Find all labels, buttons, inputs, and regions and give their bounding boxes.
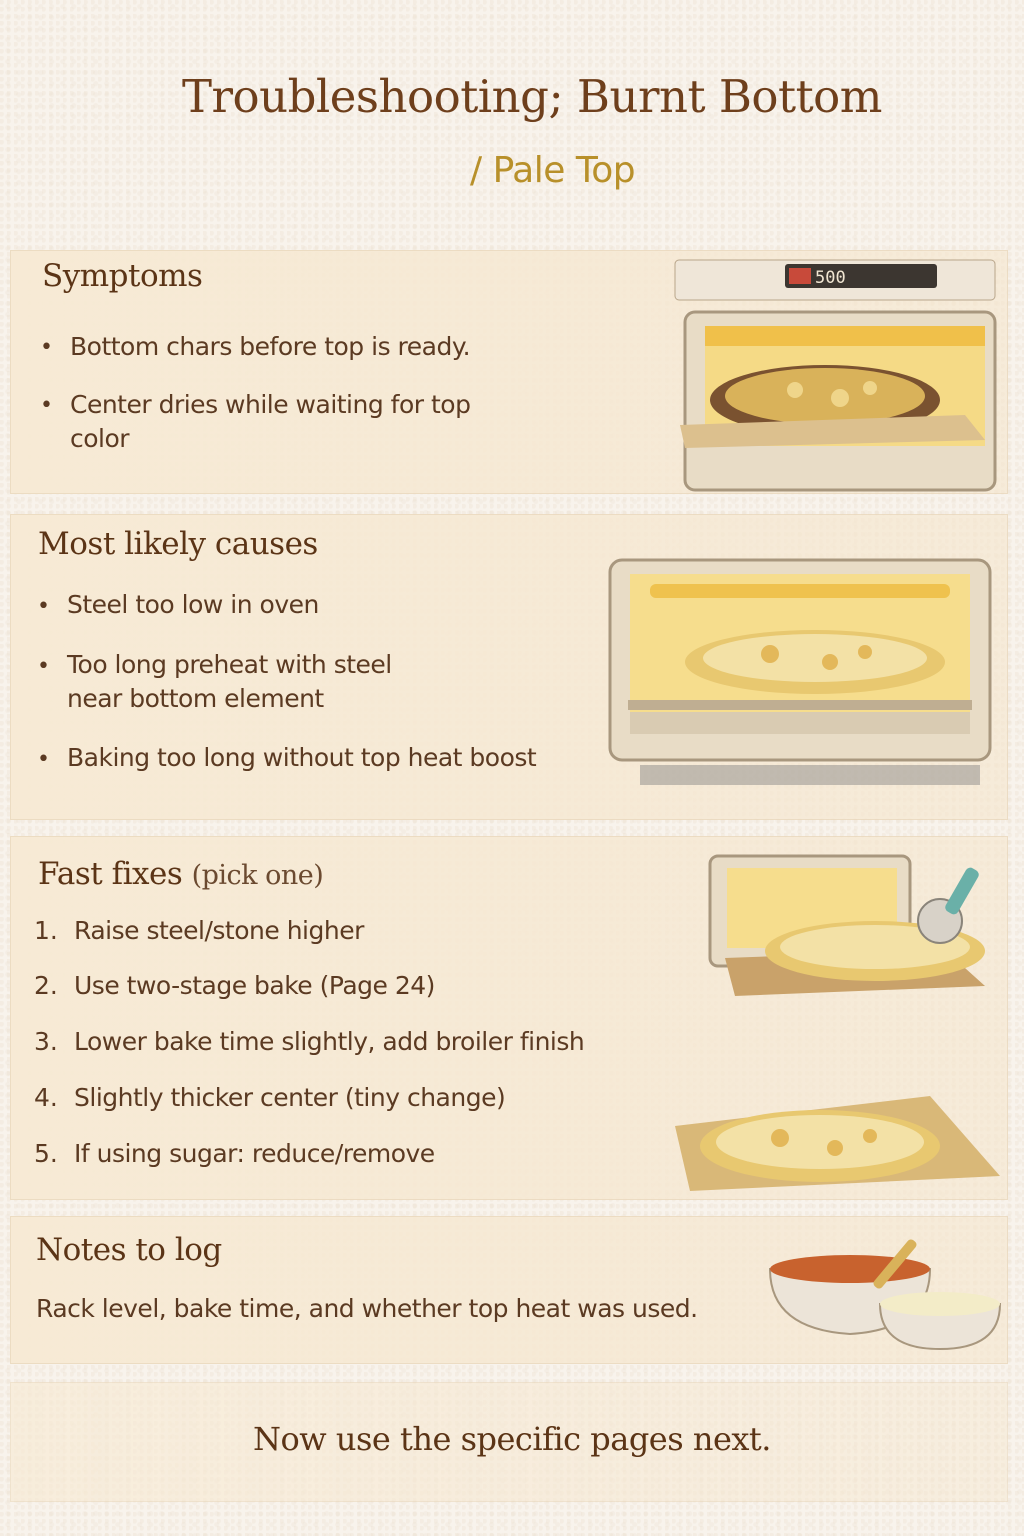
causes-card xyxy=(10,514,1008,820)
oven-with-pizza-illustration xyxy=(665,250,1005,494)
footer-text: Now use the specific pages next. xyxy=(253,1420,771,1458)
pizza-on-peel-illustration xyxy=(670,1066,1005,1196)
symptoms-heading: Symptoms xyxy=(42,258,203,294)
fix-number: 4. xyxy=(34,1083,58,1112)
pizza-cutter-illustration xyxy=(705,846,1005,1006)
page-subtitle: / Pale Top xyxy=(470,150,636,191)
bullet-icon: • xyxy=(40,335,53,360)
cause-item-1: Steel too low in oven xyxy=(67,590,319,619)
page-title: Troubleshooting; Burnt Bottom xyxy=(182,70,882,123)
cause-item-3: Baking too long without top heat boost xyxy=(67,743,537,772)
bullet-icon: • xyxy=(37,654,50,679)
sauce-bowls-illustration xyxy=(760,1224,1005,1354)
symptom-item-2: Center dries while waiting for top xyxy=(70,390,471,419)
fix-item-4: Slightly thicker center (tiny change) xyxy=(74,1083,506,1112)
cause-item-2-cont: near bottom element xyxy=(67,684,324,713)
notes-text: Rack level, bake time, and whether top heat was used. xyxy=(36,1294,698,1323)
oven-steel-illustration xyxy=(600,550,1000,800)
cause-item-2: Too long preheat with steel xyxy=(67,650,392,679)
notes-card xyxy=(10,1216,1008,1364)
bullet-icon: • xyxy=(37,594,50,619)
fix-number: 5. xyxy=(34,1139,58,1168)
fixes-heading xyxy=(38,856,323,892)
symptoms-card xyxy=(10,250,1008,494)
fix-number: 2. xyxy=(34,971,58,1000)
fix-item-3: Lower bake time slightly, add broiler finish xyxy=(74,1027,585,1056)
fixes-heading-note: (pick one) xyxy=(191,860,324,891)
bullet-icon: • xyxy=(40,393,53,418)
fixes-card xyxy=(10,836,1008,1200)
fix-item-2: Use two-stage bake (Page 24) xyxy=(74,971,435,1000)
bullet-icon: • xyxy=(37,747,50,772)
fixes-heading-main: Fast fixes xyxy=(38,856,183,892)
notes-heading: Notes to log xyxy=(36,1232,222,1268)
symptom-item-2-cont: color xyxy=(70,424,130,453)
symptom-item-1: Bottom chars before top is ready. xyxy=(70,332,471,361)
fix-item-5: If using sugar: reduce/remove xyxy=(74,1139,435,1168)
oven-display-text: 500 xyxy=(815,268,846,288)
fix-number: 3. xyxy=(34,1027,58,1056)
fix-number: 1. xyxy=(34,916,58,945)
fix-item-1: Raise steel/stone higher xyxy=(74,916,364,945)
causes-heading: Most likely causes xyxy=(38,526,318,562)
